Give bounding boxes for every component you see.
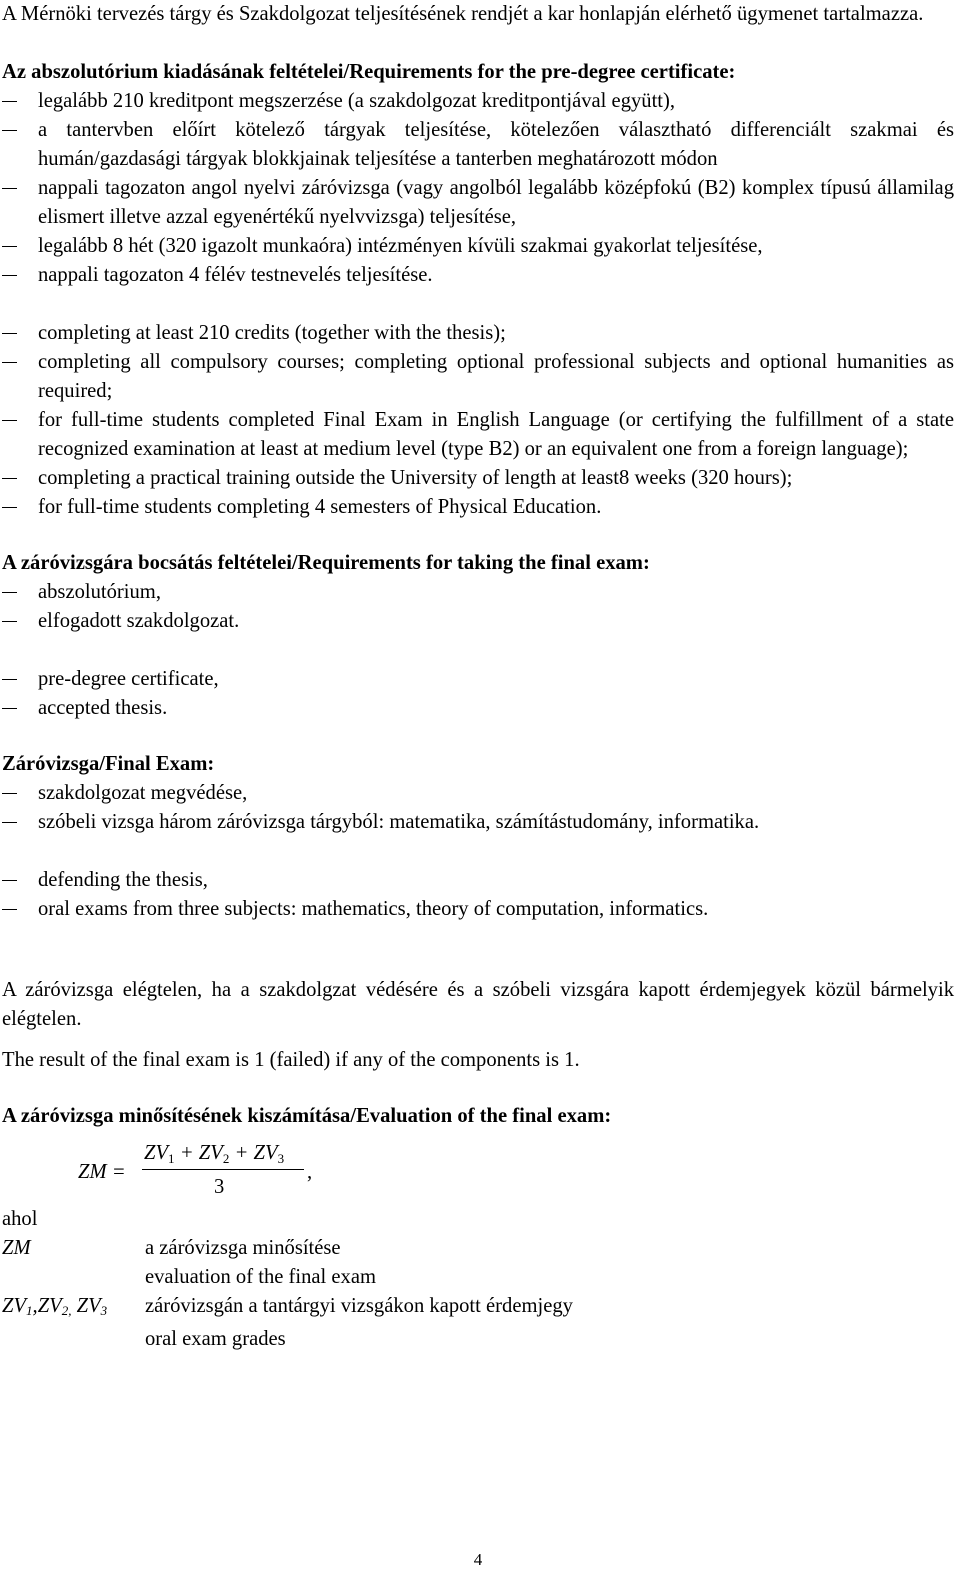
page-number: 4 [473,1550,483,1569]
list-item: nappali tagozaton 4 félév testnevelés teljesítése. [2,261,954,290]
result-paragraph-en: The result of the final exam is 1 (failed) if any of the components is 1. [2,1049,580,1071]
list-item: elfogadott szakdolgozat. [2,607,954,636]
list-item: legalább 210 kreditpont megszerzése (a szakdolgozat kreditpontjával együtt), [2,87,954,116]
section-heading-final-exam-requirements: A záróvizsgára bocsátás feltételei/Requirements for taking the final exam: [2,552,650,574]
formula-fraction-bar [142,1169,304,1170]
formula-denominator: 3 [214,1176,225,1198]
section-heading-final-exam: Záróvizsga/Final Exam: [2,753,215,775]
list-item: pre-degree certificate, [2,665,954,694]
formula-comma: , [307,1161,313,1183]
list-final-exam-requirements-hu [2,578,954,636]
list-item: nappali tagozaton angol nyelvi záróvizsga (vagy angolból legalább középfokú (B2) komplex típusú államilag elismert illetve azzal egyenértékű nyelvvizsga) teljesítése, [2,174,954,232]
list-item: oral exams from three subjects: mathematics, theory of computation, informatics. [2,895,954,924]
list-item: completing at least 210 credits (together with the thesis); [2,319,954,348]
list-item: szakdolgozat megvédése, [2,779,954,808]
list-final-exam-en [2,866,954,924]
definition-symbol-zm: ZM [2,1237,31,1259]
definition-zm-en: evaluation of the final exam [145,1266,377,1288]
definition-zv-en: oral exam grades [145,1328,286,1350]
list-item: defending the thesis, [2,866,954,895]
where-label: ahol [2,1208,38,1230]
list-item: accepted thesis. [2,694,954,723]
list-item: completing all compulsory courses; completing optional professional subjects and optional humanities as required; [2,348,954,406]
formula-lhs: ZM = [78,1161,126,1183]
list-item: for full-time students completed Final Exam in English Language (or certifying the fulfillment of a state recognized examination at least at medium level (type B2) or an equivalent one from a foreign language); [2,406,954,464]
list-final-exam-requirements-en [2,665,954,723]
document-page [2,0,954,1354]
definition-zm-hu: a záróvizsga minősítése [145,1237,341,1259]
result-paragraph-hu: A záróvizsga elégtelen, ha a szakdolgzat védésére és a szóbeli vizsgára kapott érdemjegyek közül bármelyik elégtelen. [2,979,954,1030]
definitions [2,1234,954,1354]
list-item: abszolutórium, [2,578,954,607]
section-heading-evaluation: A záróvizsga minősítésének kiszámítása/Evaluation of the final exam: [2,1105,612,1127]
list-item: completing a practical training outside the University of length at least8 weeks (320 hours); [2,464,954,493]
list-item: legalább 8 hét (320 igazolt munkaóra) intézményen kívüli szakmai gyakorlat teljesítése, [2,232,954,261]
list-item: szóbeli vizsga három záróvizsga tárgyból: matematika, számítástudomány, informatika. [2,808,954,837]
list-final-exam-hu [2,779,954,837]
definition-symbol-zv: $ZV_1,ZV_{2,}$ $ZV_3$ [2,1295,108,1318]
definition-zv-hu: záróvizsgán a tantárgyi vizsgákon kapott érdemjegy [145,1295,573,1317]
list-pre-degree-hu [2,87,954,290]
list-pre-degree-en [2,319,954,522]
intro-paragraph: A Mérnöki tervezés tárgy és Szakdolgozat teljesítésének rendjét a kar honlapján elérhető ügymenet tartalmazza. [2,3,924,25]
list-item: a tantervben előírt kötelező tárgyak teljesítése, kötelezően választható differenciált szakmai és humán/gazdasági tárgyak blokkjainak teljesítése a tanterben meghatározott módon [2,116,954,174]
section-heading-pre-degree: Az abszolutórium kiadásának feltételei/Requirements for the pre-degree certificate: [2,61,736,83]
list-item: for full-time students completing 4 semesters of Physical Education. [2,493,954,522]
evaluation-formula [2,1142,954,1205]
formula-numerator: $ZV_1 + ZV_2 + ZV_3$ [144,1142,285,1166]
